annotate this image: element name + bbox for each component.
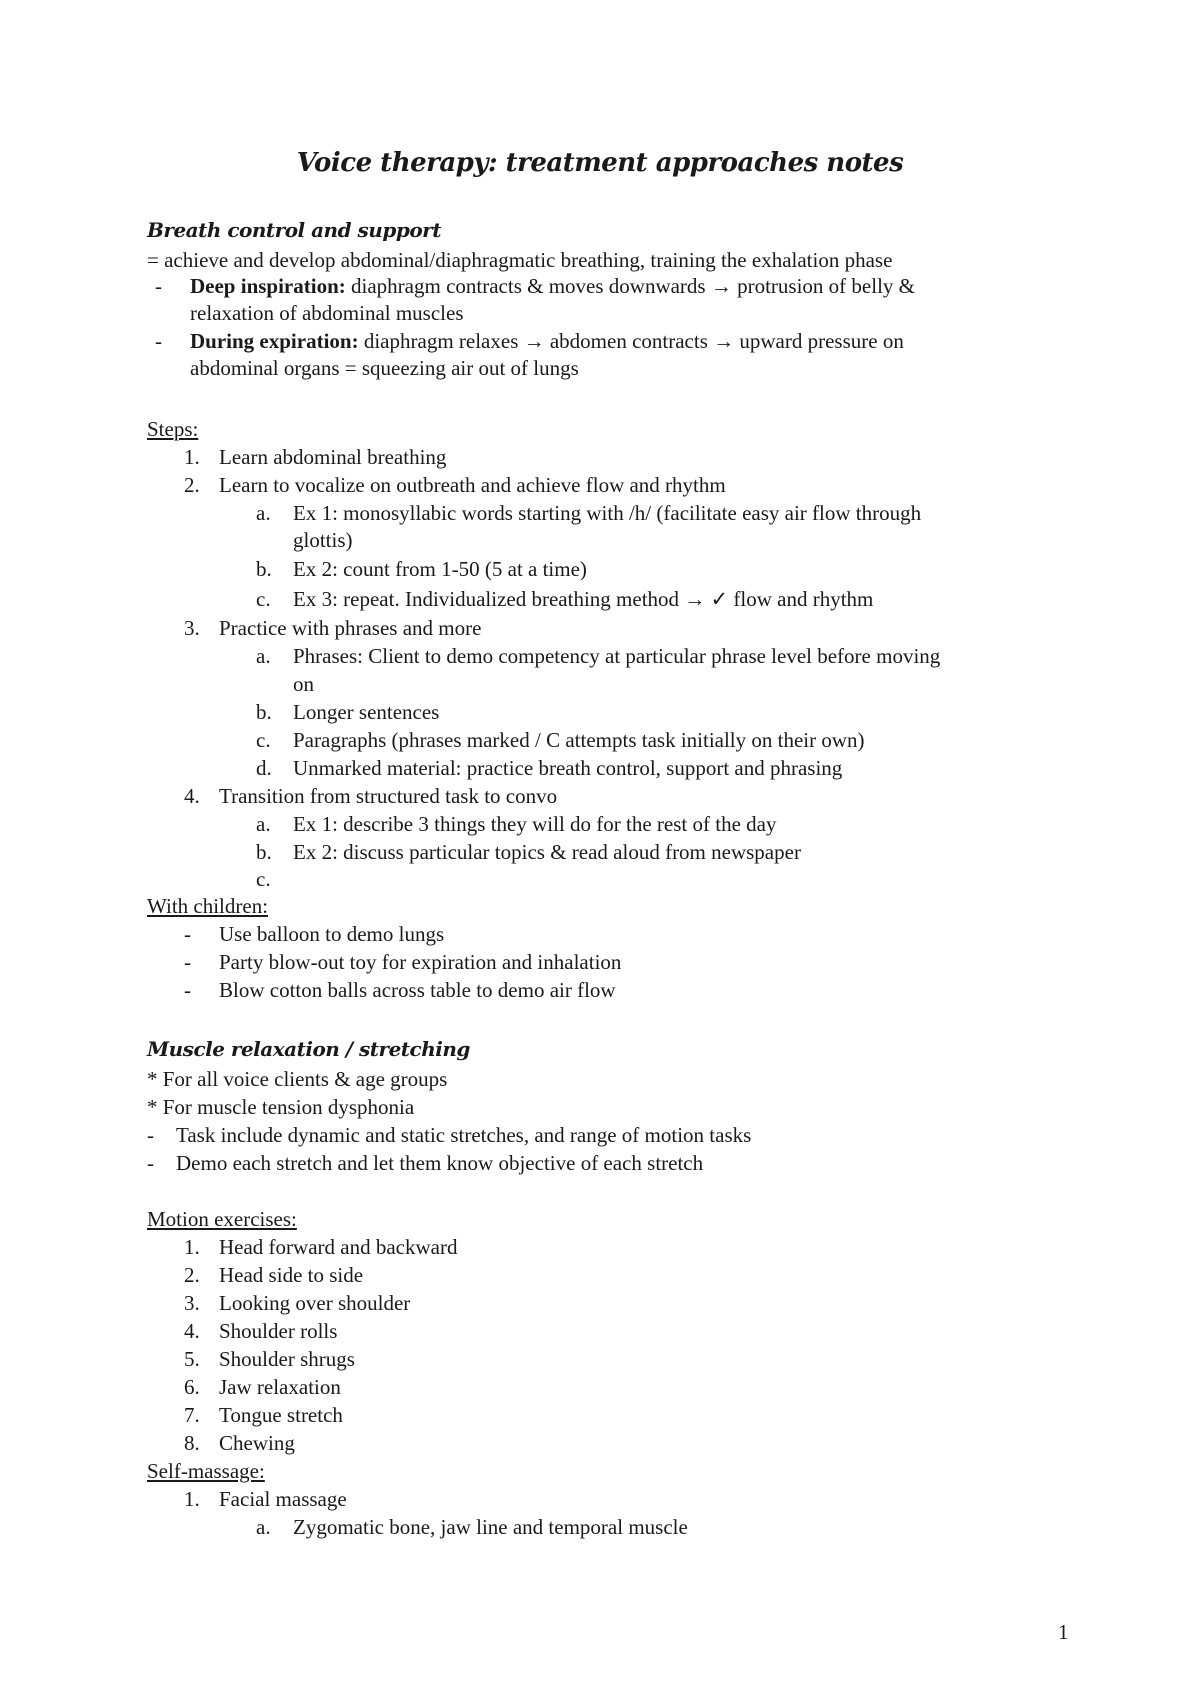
- list-number: 3.: [184, 616, 200, 640]
- list-number: 5.: [184, 1347, 200, 1371]
- list-letter: c.: [256, 867, 271, 891]
- list-letter: b.: [256, 557, 272, 581]
- definition-line: = achieve and develop abdominal/diaphragmatic breathing, training the exhalation phase: [147, 248, 893, 272]
- sub-item: Paragraphs (phrases marked / C attempts task initially on their own): [293, 728, 865, 752]
- list-number: 1.: [184, 1487, 200, 1511]
- bullet-text: diaphragm relaxes → abdomen contracts → upward pressure on: [358, 329, 904, 353]
- step-item: Learn abdominal breathing: [219, 445, 447, 469]
- list-number: 6.: [184, 1375, 200, 1399]
- massage-item: Facial massage: [219, 1487, 347, 1511]
- step-item: Learn to vocalize on outbreath and achieve flow and rhythm: [219, 473, 726, 497]
- bullet-bold-label: Deep inspiration:: [190, 274, 346, 298]
- sub-item: Phrases: Client to demo competency at particular phrase level before moving: [293, 644, 941, 668]
- list-number: 4.: [184, 784, 200, 808]
- bullet-marker: -: [155, 329, 162, 353]
- step-item: Practice with phrases and more: [219, 616, 482, 640]
- list-number: 7.: [184, 1403, 200, 1427]
- steps-label: Steps:: [147, 417, 199, 441]
- bullet-marker: -: [147, 1151, 154, 1175]
- sub-item: Ex 2: count from 1-50 (5 at a time): [293, 557, 587, 581]
- children-item: Use balloon to demo lungs: [219, 922, 445, 946]
- sub-item: Ex 2: discuss particular topics & read aloud from newspaper: [293, 840, 801, 864]
- list-letter: d.: [256, 756, 272, 780]
- motion-item: Head forward and backward: [219, 1235, 458, 1259]
- list-number: 2.: [184, 1263, 200, 1287]
- sub-item-continuation: on: [293, 672, 314, 696]
- sub-item: Ex 3: repeat. Individualized breathing method → ✓ flow and rhythm: [293, 587, 874, 611]
- bullet-marker: -: [184, 922, 191, 946]
- motion-item: Shoulder shrugs: [219, 1347, 355, 1371]
- children-item: Blow cotton balls across table to demo air flow: [219, 978, 616, 1002]
- list-number: 1.: [184, 1235, 200, 1259]
- bullet-text: diaphragm contracts & moves downwards → protrusion of belly &: [345, 274, 915, 298]
- self-massage-label: Self-massage:: [147, 1459, 265, 1483]
- note-line: * For all voice clients & age groups: [147, 1067, 448, 1091]
- bullet-item: Demo each stretch and let them know objective of each stretch: [176, 1151, 704, 1175]
- sub-item: Longer sentences: [293, 700, 440, 724]
- list-letter: a.: [256, 501, 271, 525]
- bullet-marker: -: [184, 950, 191, 974]
- sub-item: Unmarked material: practice breath control, support and phrasing: [293, 756, 843, 780]
- list-letter: a.: [256, 644, 271, 668]
- bullet-marker: -: [155, 274, 162, 298]
- section-heading-breath-control: Breath control and support: [147, 218, 441, 242]
- sub-item-continuation: glottis): [293, 528, 353, 552]
- list-number: 2.: [184, 473, 200, 497]
- bullet-bold-label: During expiration:: [190, 329, 359, 353]
- list-letter: c.: [256, 728, 271, 752]
- children-label: With children:: [147, 894, 269, 918]
- list-number: 8.: [184, 1431, 200, 1455]
- list-letter: b.: [256, 840, 272, 864]
- document-title: Voice therapy: treatment approaches notes: [296, 148, 904, 178]
- list-number: 3.: [184, 1291, 200, 1315]
- motion-item: Looking over shoulder: [219, 1291, 411, 1315]
- motion-exercises-label: Motion exercises:: [147, 1207, 297, 1231]
- bullet-marker: -: [147, 1123, 154, 1147]
- list-number: 1.: [184, 445, 200, 469]
- step-item: Transition from structured task to convo: [219, 784, 558, 808]
- page-number: 1: [1058, 1620, 1069, 1644]
- sub-item: Ex 1: monosyllabic words starting with /h/ (facilitate easy air flow through: [293, 501, 922, 525]
- list-letter: a.: [256, 1515, 271, 1539]
- bullet-marker: -: [184, 978, 191, 1002]
- children-item: Party blow-out toy for expiration and inhalation: [219, 950, 622, 974]
- list-letter: b.: [256, 700, 272, 724]
- bullet-continuation: abdominal organs = squeezing air out of lungs: [190, 356, 579, 380]
- bullet-deep-inspiration: [190, 273, 915, 299]
- motion-item: Tongue stretch: [219, 1403, 343, 1427]
- bullet-item: Task include dynamic and static stretches, and range of motion tasks: [176, 1123, 752, 1147]
- section-heading-muscle-relaxation: Muscle relaxation / stretching: [147, 1037, 470, 1061]
- motion-item: Chewing: [219, 1431, 295, 1455]
- motion-item: Jaw relaxation: [219, 1375, 341, 1399]
- bullet-continuation: relaxation of abdominal muscles: [190, 301, 464, 325]
- note-line: * For muscle tension dysphonia: [147, 1095, 415, 1119]
- bullet-during-expiration: [190, 328, 904, 354]
- sub-item: Ex 1: describe 3 things they will do for the rest of the day: [293, 812, 777, 836]
- list-letter: c.: [256, 587, 271, 611]
- list-number: 4.: [184, 1319, 200, 1343]
- motion-item: Head side to side: [219, 1263, 364, 1287]
- list-letter: a.: [256, 812, 271, 836]
- motion-item: Shoulder rolls: [219, 1319, 338, 1343]
- sub-item: Zygomatic bone, jaw line and temporal muscle: [293, 1515, 688, 1539]
